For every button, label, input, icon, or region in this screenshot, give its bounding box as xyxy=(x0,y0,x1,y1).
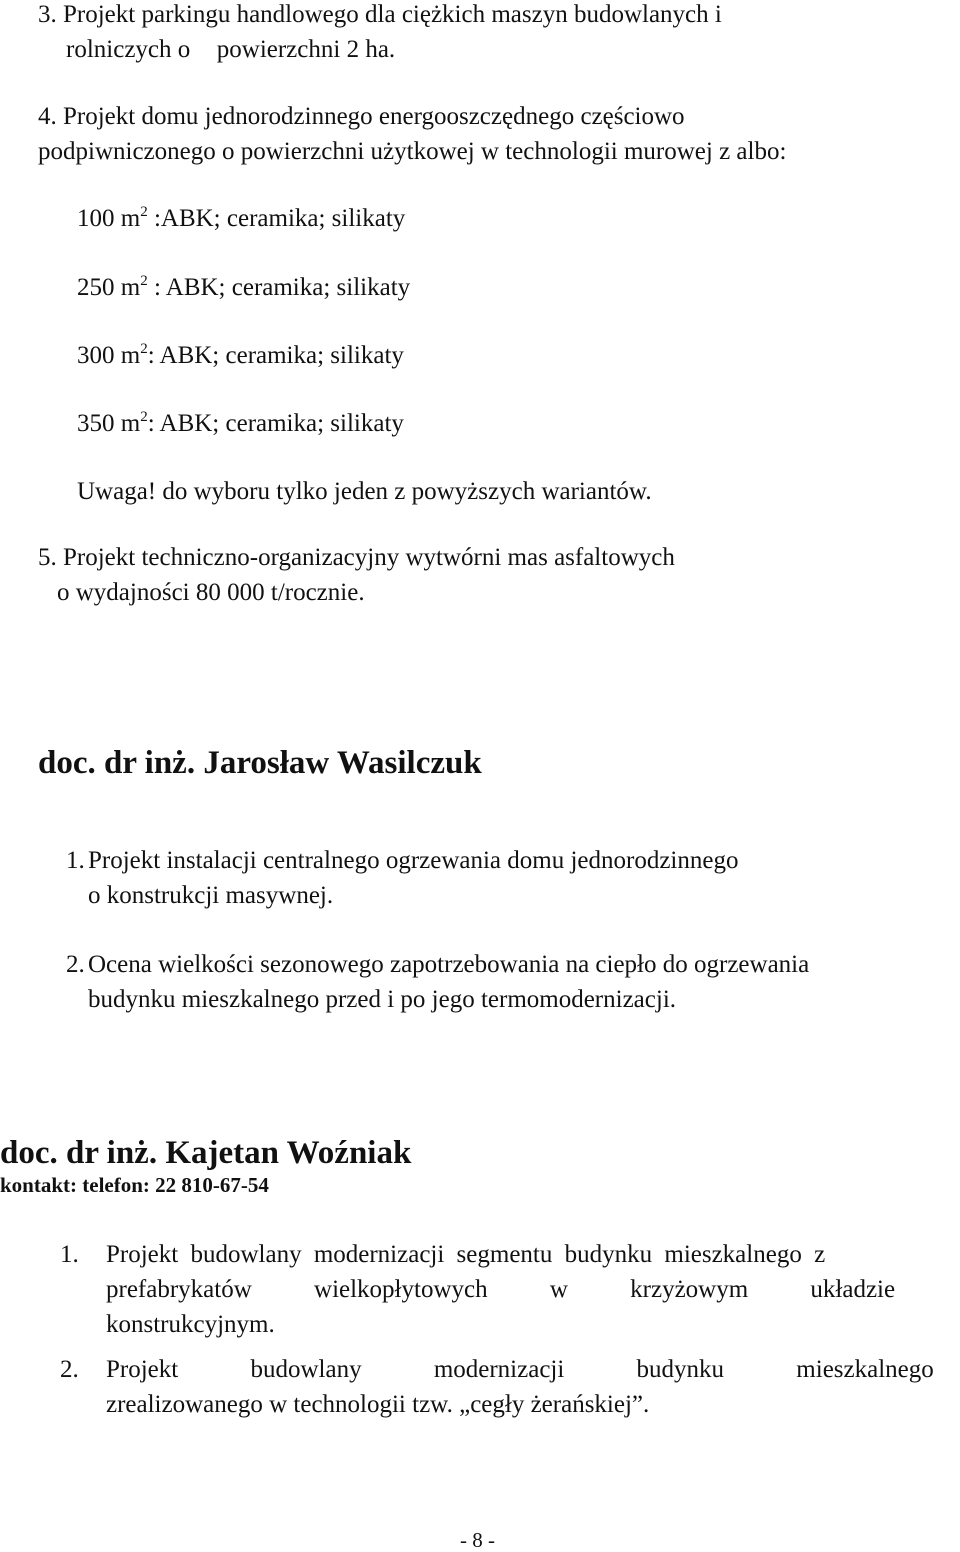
variant-300 xyxy=(77,343,404,368)
item-text: rolniczych o xyxy=(66,36,191,63)
contact-phone: kontakt: telefon: 22 810-67-54 xyxy=(0,1173,269,1197)
wasilczuk-item-1-number: 1. xyxy=(66,847,85,874)
item-text: Projekt techniczno-organizacyjny wytwórni mas asfaltowych xyxy=(63,544,675,571)
wozniak-item-2-line-1: Projekt budowlany modernizacji budynku mieszkalnego xyxy=(106,1356,934,1383)
wozniak-item-1-line-3: konstrukcyjnym. xyxy=(106,1311,275,1338)
variant-note: Uwaga! do wyboru tylko jeden z powyższych wariantów. xyxy=(77,478,652,505)
item-5-line-2: o wydajności 80 000 t/rocznie. xyxy=(57,579,365,606)
wasilczuk-item-2-line-2: budynku mieszkalnego przed i po jego termomodernizacji. xyxy=(88,986,677,1013)
superscript: 2 xyxy=(140,409,148,425)
item-4-line-1 xyxy=(38,104,685,129)
variant-materials: : ABK; ceramika; silikaty xyxy=(147,342,404,369)
item-4-line-2 xyxy=(38,139,786,164)
item-text: Projekt parkingu handlowego dla ciężkich maszyn budowlanych i xyxy=(63,1,722,28)
wozniak-item-1-line-2: prefabrykatów wielkopłytowych w krzyżowym układzie xyxy=(106,1276,896,1303)
wasilczuk-item-2-line-1: Ocena wielkości sezonowego zapotrzebowania na ciepło do ogrzewania xyxy=(88,951,810,978)
item-text: podpiwniczonego o powierzchni użytkowej w technologii murowej z albo: xyxy=(38,138,787,165)
superscript: 2 xyxy=(140,273,148,289)
wasilczuk-item-2-number: 2. xyxy=(66,951,85,978)
wasilczuk-item-1-line-2: o konstrukcji masywnej. xyxy=(88,882,334,909)
section-heading-wozniak: doc. dr inż. Kajetan Woźniak xyxy=(0,1135,412,1171)
variant-materials: : ABK; ceramika; silikaty xyxy=(147,410,404,437)
item-text: Projekt domu jednorodzinnego energooszczędnego częściowo xyxy=(63,103,685,130)
superscript: 2 xyxy=(140,204,148,220)
item-5-line-1 xyxy=(38,545,675,570)
variant-100 xyxy=(77,206,405,231)
wozniak-item-1-number: 1. xyxy=(60,1241,79,1268)
wozniak-item-1-line-1 xyxy=(106,1242,958,1267)
item-number: 3. xyxy=(38,1,57,28)
variant-materials: : ABK; ceramika; silikaty xyxy=(147,274,411,301)
item-number: 5. xyxy=(38,544,57,571)
variant-area: 100 m xyxy=(77,205,141,232)
wasilczuk-item-1-line-1: Projekt instalacji centralnego ogrzewania domu jednorodzinnego xyxy=(88,847,739,874)
page-number: - 8 - xyxy=(460,1528,495,1552)
wozniak-item-2-line-2: zrealizowanego w technologii tzw. „cegły żerańskiej”. xyxy=(106,1391,650,1418)
item-3-line-1 xyxy=(38,2,722,27)
wozniak-item-2-number: 2. xyxy=(60,1356,79,1383)
item-3-line-2 xyxy=(66,37,395,62)
variant-350 xyxy=(77,411,404,436)
justified-text: Projekt budowlany modernizacji segmentu budynku mieszkalnego z xyxy=(106,1241,826,1268)
superscript: 2 xyxy=(140,341,148,357)
variant-materials: :ABK; ceramika; silikaty xyxy=(147,205,406,232)
item-text: powierzchni 2 ha. xyxy=(216,36,396,63)
section-heading-wasilczuk: doc. dr inż. Jarosław Wasilczuk xyxy=(38,745,482,781)
variant-area: 350 m xyxy=(77,410,141,437)
item-number: 4. xyxy=(38,103,57,130)
variant-area: 300 m xyxy=(77,342,141,369)
variant-area: 250 m xyxy=(77,274,141,301)
variant-250 xyxy=(77,275,410,300)
